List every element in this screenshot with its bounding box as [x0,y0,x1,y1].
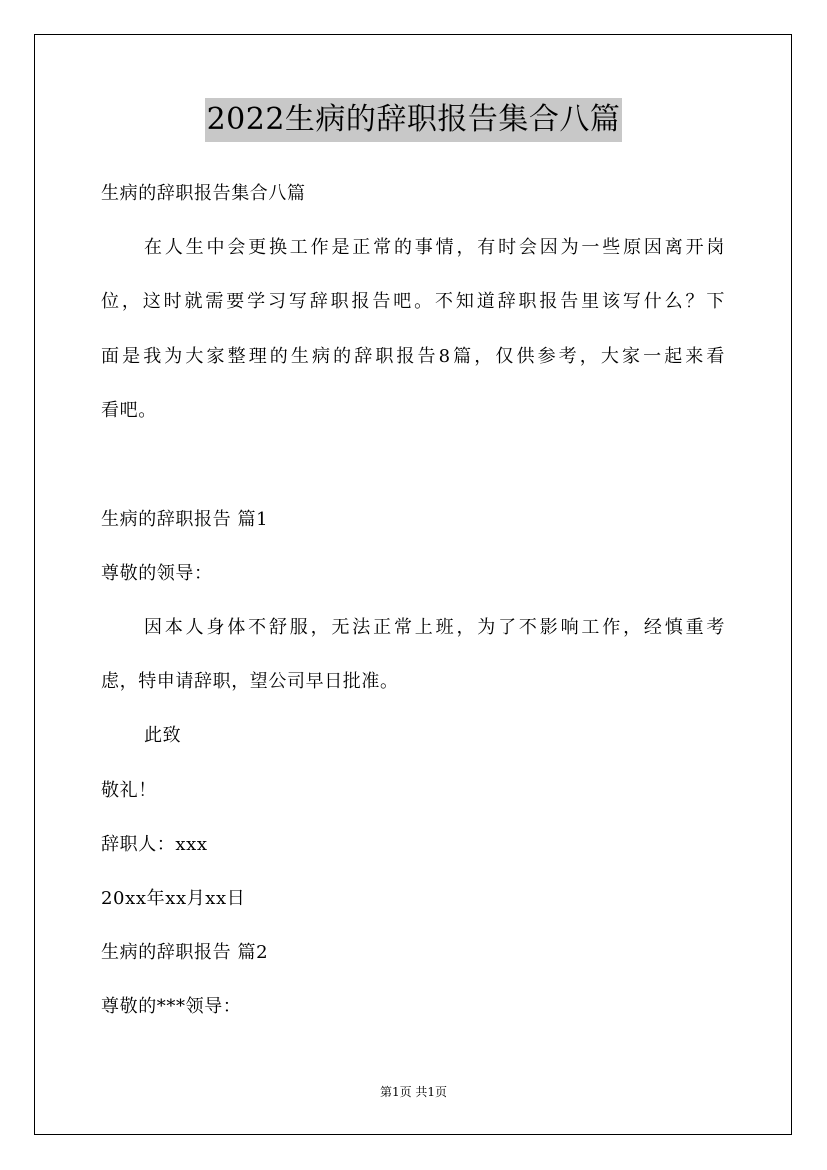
title-container [0,98,827,142]
section2-heading: 生病的辞职报告 篇2 [101,942,269,963]
section2-salutation: 尊敬的***领导： [101,996,242,1017]
section1-body-line-1: 因本人身体不舒服，无法正常上班，为了不影响工作，经慎重考 [144,617,725,638]
intro-line-4: 看吧。 [101,400,157,421]
document-title: 2022生病的辞职报告集合八篇 [205,98,623,142]
section1-closing-1: 此致 [144,725,182,746]
section1-signer: 辞职人：xxx [101,834,208,855]
page-footer: 第1页 共1页 [379,1085,448,1099]
document-subtitle: 生病的辞职报告集合八篇 [101,183,306,204]
section1-date: 20xx年xx月xx日 [101,888,246,909]
section1-body-line-2: 虑，特申请辞职，望公司早日批准。 [101,671,399,692]
section1-heading: 生病的辞职报告 篇1 [101,509,269,530]
section1-salutation: 尊敬的领导： [101,563,213,584]
section1-closing-2: 敬礼！ [101,780,157,801]
intro-line-3: 面是我为大家整理的生病的辞职报告8篇，仅供参考，大家一起来看 [101,346,725,367]
intro-line-2: 位，这时就需要学习写辞职报告吧。不知道辞职报告里该写什么？下 [101,291,725,312]
intro-line-1: 在人生中会更换工作是正常的事情，有时会因为一些原因离开岗 [144,237,725,258]
